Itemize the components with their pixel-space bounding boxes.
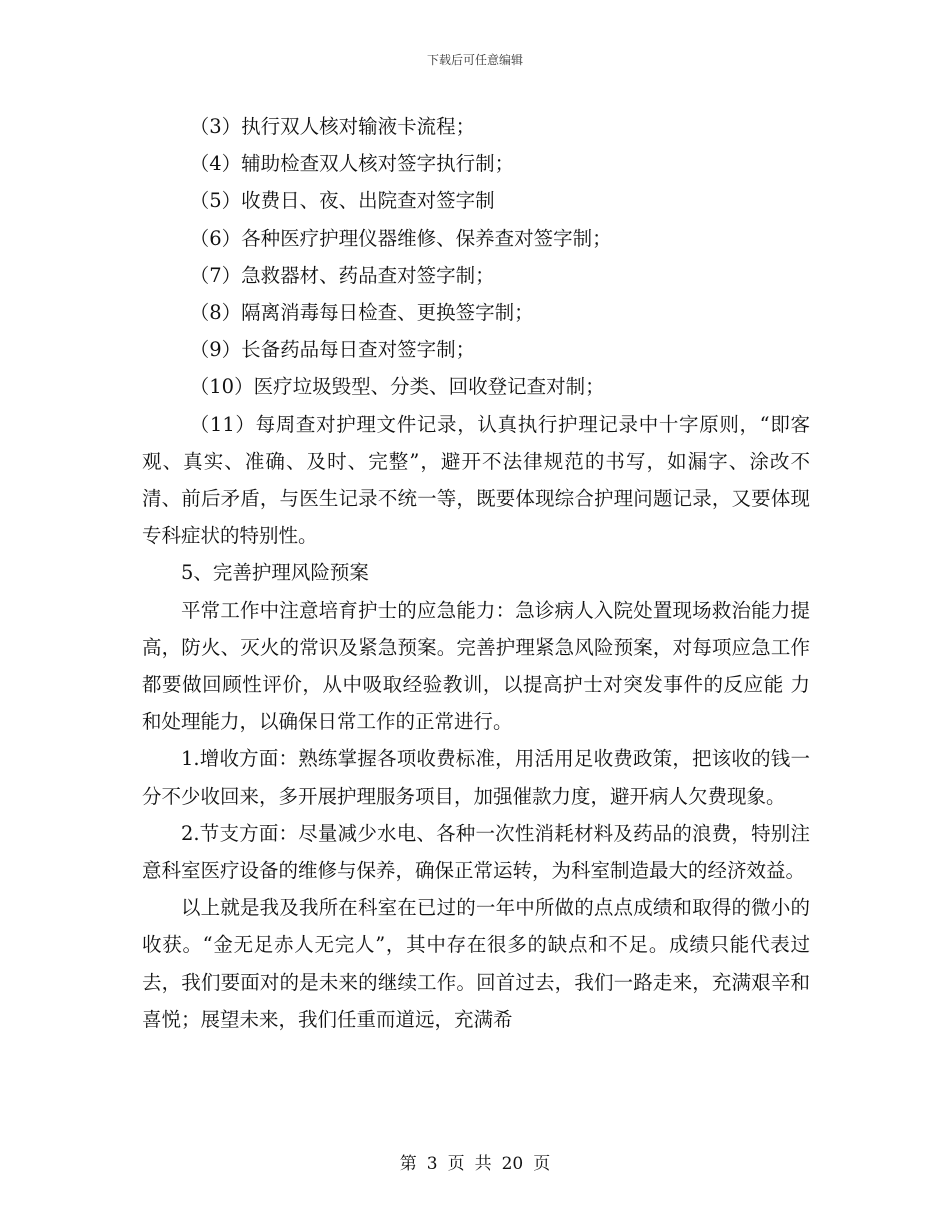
list-item: （5）收费日、夜、出院查对签字制: [189, 189, 495, 213]
page-footer: [0, 1152, 950, 1176]
total-label: 共: [474, 1154, 492, 1174]
list-item: （8）隔离消毒每日检查、更换签字制；: [189, 301, 534, 325]
document-body: [142, 108, 810, 1038]
page-label-suffix: 页: [533, 1154, 551, 1174]
body-paragraph: 平常工作中注意培育护士的应急能力：急诊病人入院处置现场救治能力提高，防火、灭火的常识及紧急预案。完善护理紧急风险预案，对每项应急工作都要做回顾性评价，从中吸取经验教训，以提高护士对突发事件的反应能 力和处理能力，以确保日常工作的正常进行。: [142, 598, 810, 734]
body-paragraph: 1.增收方面：熟练掌握各项收费标准，用活用足收费政策，把该收的钱一分不少收回来，多开展护理服务项目，加强催款力度，避开病人欠费现象。: [142, 747, 810, 808]
list-item: （10）医疗垃圾毁型、分类、回收登记查对制；: [189, 375, 605, 399]
list-item: （11）每周查对护理文件记录，认真执行护理记录中十字原则，“即客观、真实、准确、及时、完整”，避开不法律规范的书写，如漏字、涂改不清、前后矛盾，与医生记录不统一等，既要体现综合护理问题记录，又要体现专科症状的特别性。: [142, 412, 810, 548]
total-pages-number: 20: [501, 1154, 524, 1174]
page-label-prefix: 第: [399, 1154, 417, 1174]
list-item: （6）各种医疗护理仪器维修、保养查对签字制；: [189, 226, 612, 250]
body-paragraph: 2.节支方面：尽量减少水电、各种一次性消耗材料及药品的浪费，特别注意科室医疗设备的维修与保养，确保正常运转，为科室制造最大的经济效益。: [142, 821, 810, 883]
page-label-mid: 页: [447, 1154, 465, 1174]
body-paragraph: 以上就是我及我所在科室在已过的一年中所做的点点成绩和取得的微小的收获。“金无足赤人无完人”，其中存在很多的缺点和不足。成绩只能代表过去，我们要面对的是未来的继续工作。回首过去，我们一路走来，充满艰辛和喜悦；展望未来，我们任重而道远，充满希: [142, 896, 810, 1031]
list-item: （4）辅助检查双人核对签字执行制；: [189, 152, 515, 176]
list-item: （9）长备药品每日查对签字制；: [189, 338, 476, 362]
list-item: （3）执行双人核对输液卡流程；: [189, 115, 476, 138]
current-page-number: 3: [426, 1154, 438, 1174]
section-heading: 5、完善护理风险预案: [181, 561, 369, 585]
page-header: 下载后可任意编辑: [426, 53, 523, 67]
list-item: （7）急救器材、药品查对签字制；: [189, 263, 495, 287]
